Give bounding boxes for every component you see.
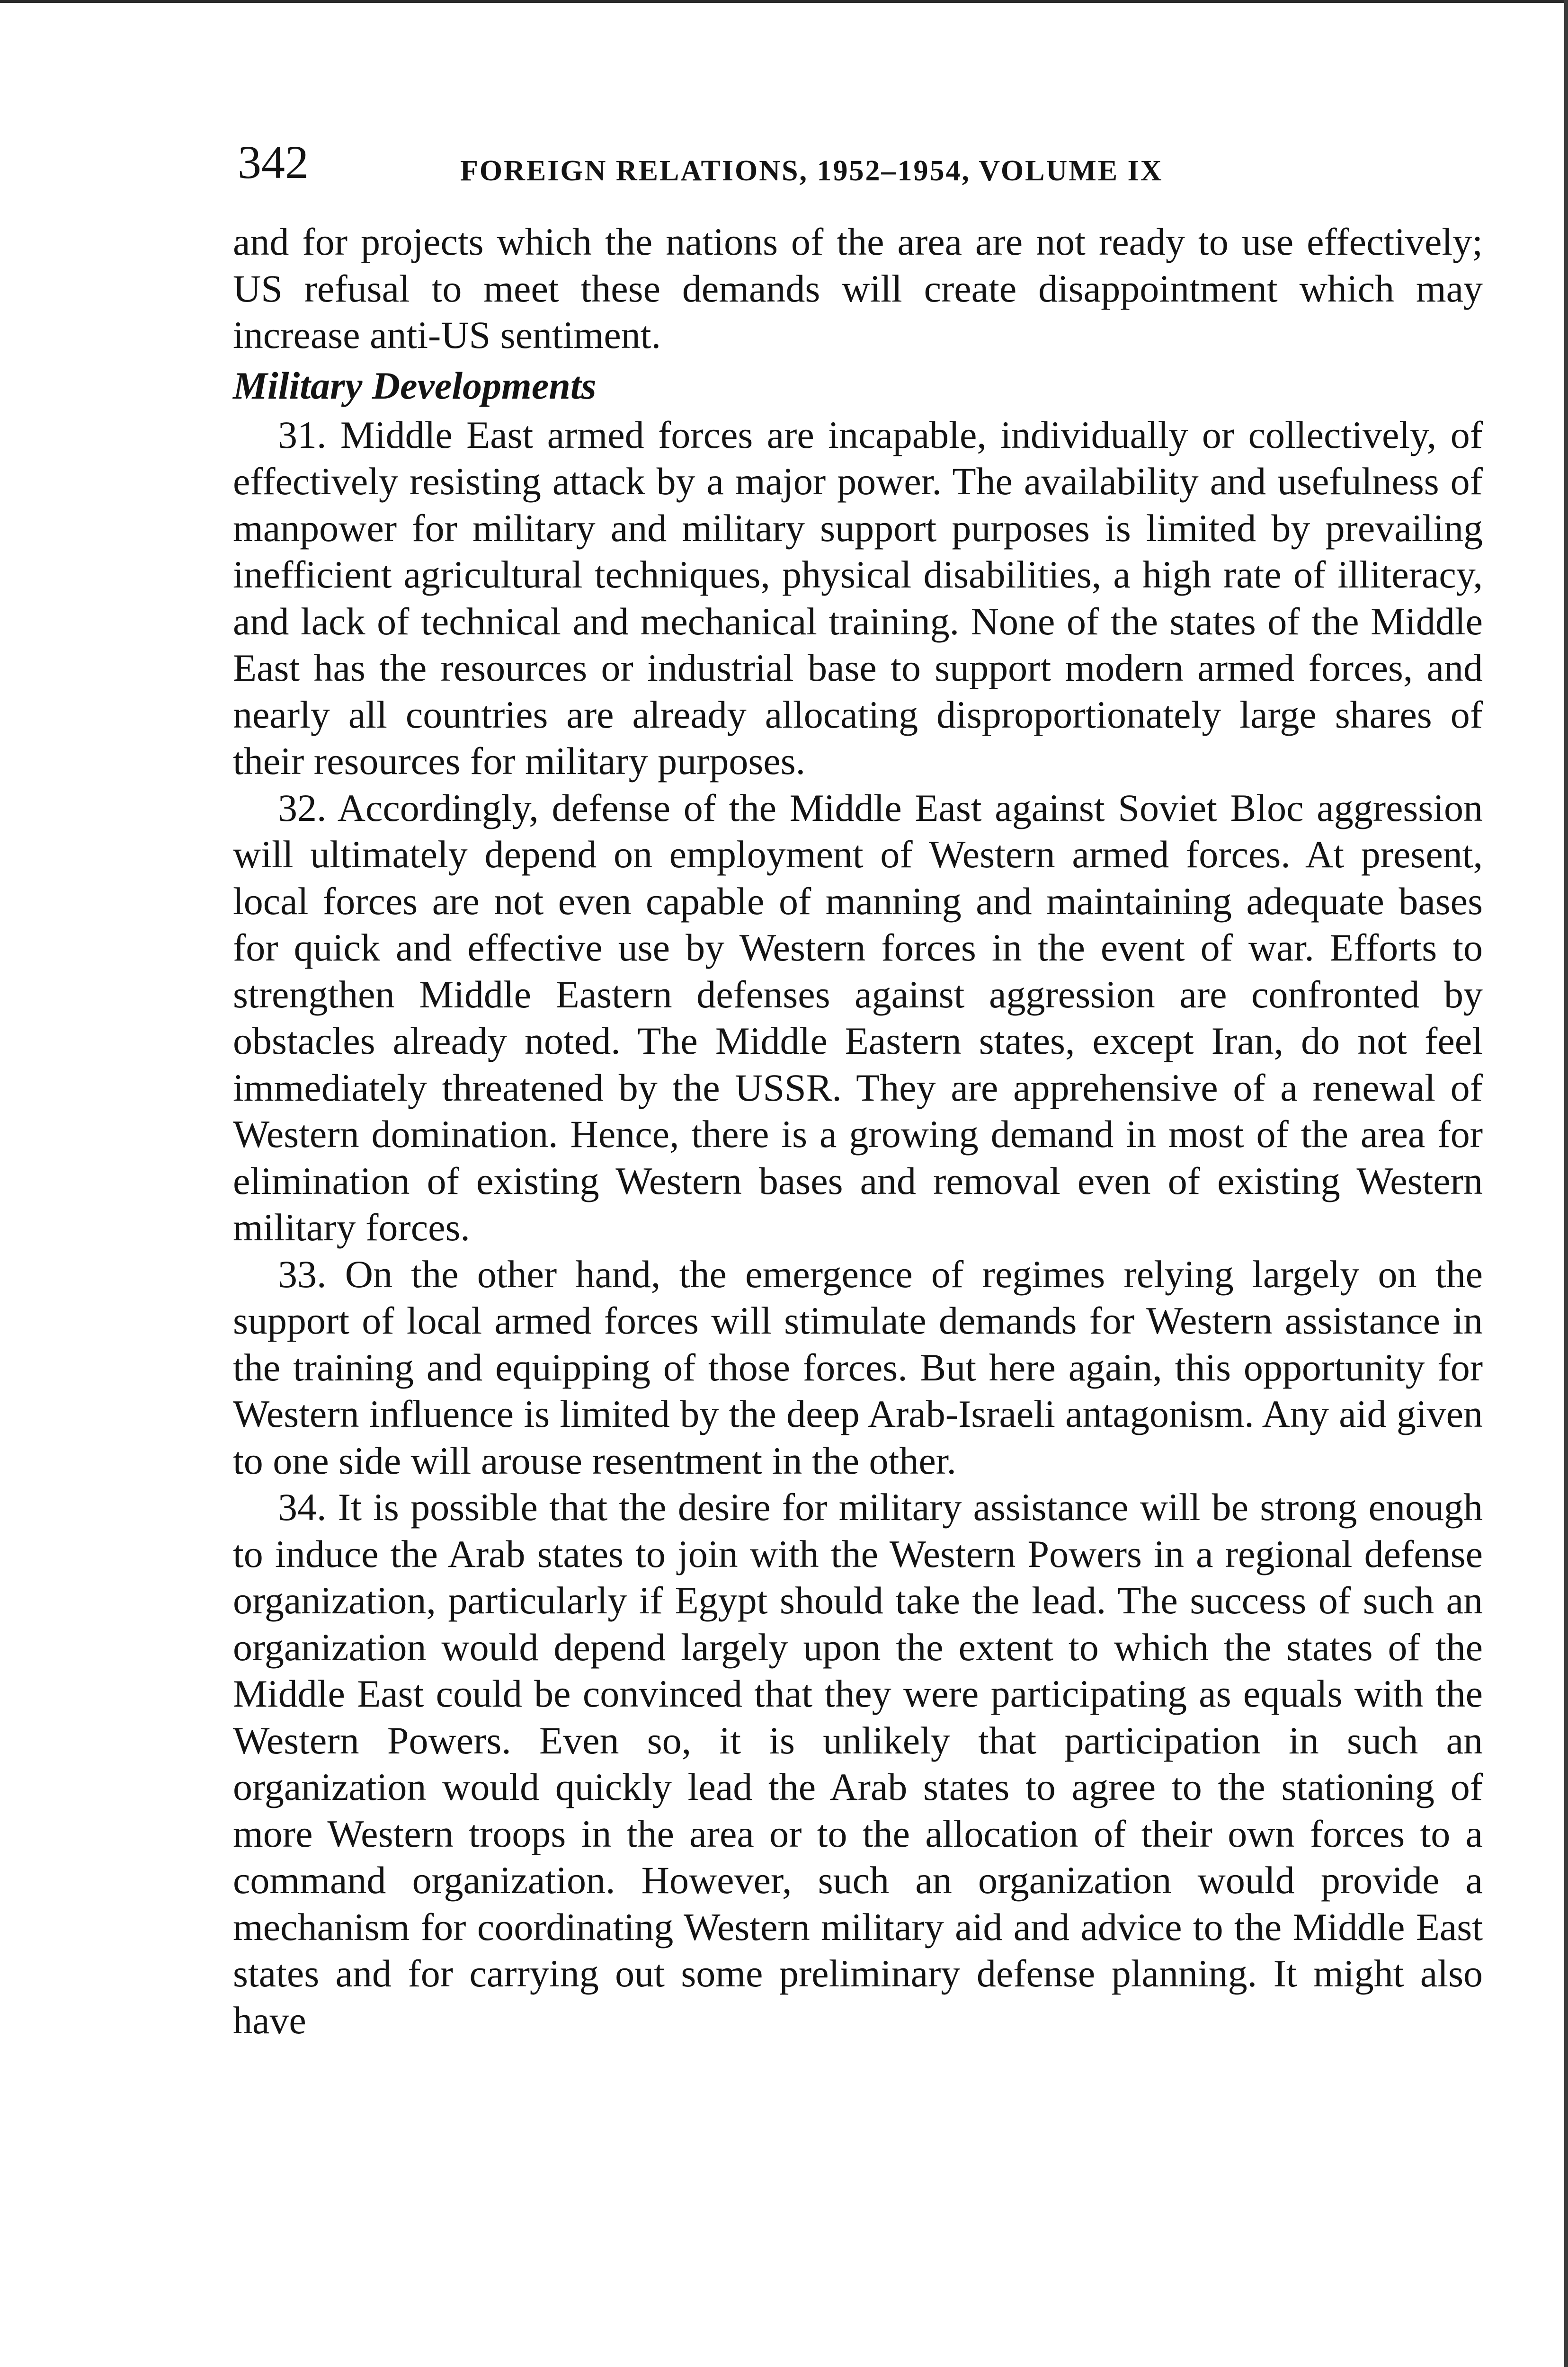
paragraph-33: 33. On the other hand, the emergence of regimes relying largely on the support of local armed forces will stimulate demands for Western assistance in the training and equipping of those forces. But here again, this opportunity for Western influence is limited by the deep Arab-Israeli antagonism. Any aid given to one side will arouse resentment in the other. xyxy=(233,1252,1483,1482)
paragraph-34: 34. It is possible that the desire for military assistance will be strong enough to induce the Arab states to join with the Western Powers in a regional defense organization, particularly if Egypt should take the lead. The success of such an organization would depend largely upon the extent to which the states of the Middle East could be convinced that they were participating as equals with the Western Powers. Even so, it is unlikely that participation in such an organization would quickly lead the Arab states to agree to the stationing of more Western troops in the area or to the allocation of their own forces to a command organization. However, such an organization would provide a mechanism for coordinating Western military aid and advice to the Middle East states and for carrying out some preliminary defense planning. It might also have xyxy=(233,1486,1483,2042)
page-body xyxy=(233,219,1483,2044)
page-header xyxy=(238,132,1483,193)
scan-border-top xyxy=(0,0,1568,3)
continued-paragraph: and for projects which the nations of the area are not ready to use effectively; US refusal to meet these demands will create disappointment which may increase anti-US sentiment. xyxy=(233,220,1483,356)
running-head: FOREIGN RELATIONS, 1952–1954, VOLUME IX xyxy=(460,155,1163,187)
paragraph-31: 31. Middle East armed forces are incapable, individually or collectively, of effectively resisting attack by a major power. The availability and usefulness of manpower for military and military support purposes is limited by prevailing inefficient agricultural techniques, physical disabilities, a high rate of illiteracy, and lack of technical and mechanical training. None of the states of the Middle East has the resources or industrial base to support modern armed forces, and nearly all countries are already allocating disproportionately large shares of their resources for military purposes. xyxy=(233,413,1483,783)
paragraph-32: 32. Accordingly, defense of the Middle East against Soviet Bloc aggression will ultimately depend on employment of Western armed forces. At present, local forces are not even capable of manning and maintaining adequate bases for quick and effective use by Western forces in the event of war. Efforts to strengthen Middle Eastern defenses against aggression are confronted by obstacles already noted. The Middle Eastern states, except Iran, do not feel immediately threatened by the USSR. They are apprehensive of a renewal of Western domination. Hence, there is a growing demand in most of the area for elimination of existing Western bases and removal even of existing Western military forces. xyxy=(233,786,1483,1249)
page-number: 342 xyxy=(238,136,309,188)
section-heading: Military Developments xyxy=(233,364,597,407)
scan-border-right xyxy=(1564,0,1568,2367)
